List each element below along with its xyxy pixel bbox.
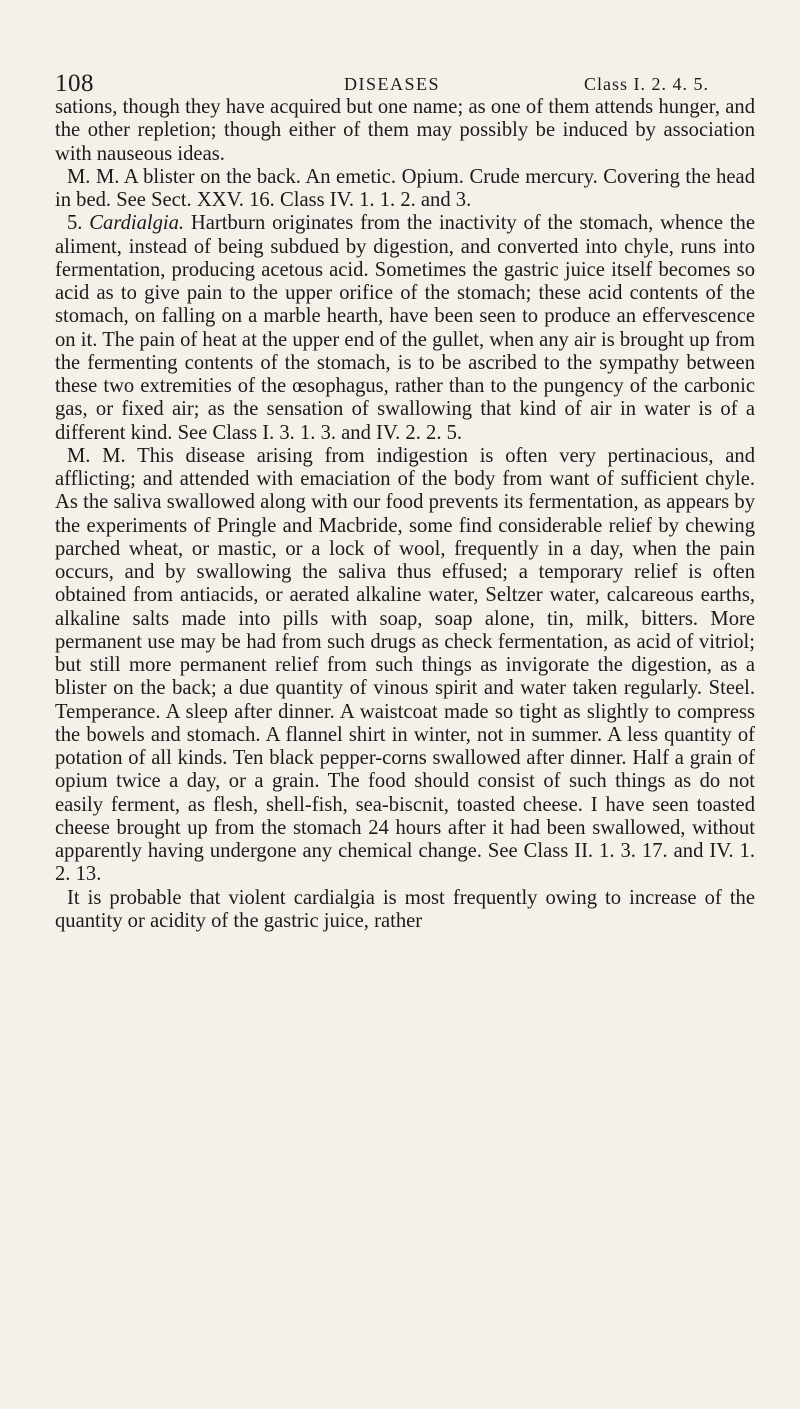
paragraph-mm-remedies: M. M. A blister on the back. An emetic. Opium. Crude mercury. Covering the head in bed. See Sect. XXV. 16. Class IV. 1. 1. 2. and 3. bbox=[55, 165, 755, 211]
running-title: DISEASES bbox=[344, 74, 441, 94]
paragraph-mm-cardialgia: M. M. This disease arising from indigestion is often very pertinacious, and afflicting; and attended with emaciation of the body from want of sufficient chyle. As the saliva swallowed along with our food prevents its fermentation, as appears by the experiments of Pringle and Macbride, some find considerable relief by chewing parched wheat, or mastic, or a lock of wool, frequently in a day, when the pain occurs, and by swallowing the saliva thus effused; a temporary relief is often obtained from antiacids, or aerated alkaline water, Seltzer water, calcareous earths, alkaline salts made into pills with soap, soap alone, tin, milk, bitters. More permanent use may be had from such drugs as check fermentation, as acid of vitriol; but still more permanent relief from such things as invigorate the digestion, as a blister on the back; a due quantity of vinous spirit and water taken regularly. Steel. Temperance. A sleep after dinner. A waistcoat made so tight as slightly to compress the bowels and stomach. A flannel shirt in winter, not in summer. A less quantity of potation of all kinds. Ten black pepper-corns swallowed after dinner. Half a grain of opium twice a day, or a grain. The food should consist of such things as do not easily ferment, as flesh, shell-fish, sea-biscnit, toasted cheese. I have seen toasted cheese brought up from the stomach 24 hours after it had been swallowed, without apparently having undergone any chemical change. See Class II. 1. 3. 17. and IV. 1. 2. 13. bbox=[55, 444, 755, 886]
body-text bbox=[55, 96, 755, 933]
page-number: 108 bbox=[55, 70, 94, 97]
paragraph-continuation: sations, though they have acquired but one name; as one of them attends hunger, and the other repletion; though either of them may possibly be induced by association with nauseous ideas. bbox=[55, 96, 755, 165]
paragraph-closing: It is probable that violent cardialgia is most frequently owing to increase of the quantity or acidity of the gastric juice, rather bbox=[55, 886, 755, 932]
section-term: Cardialgia. bbox=[89, 212, 185, 235]
paragraph-cardialgia bbox=[55, 212, 755, 445]
class-reference: Class I. 2. 4. 5. bbox=[584, 74, 709, 94]
section-text: Hartburn originates from the inactivity of the stomach, whence the aliment, instead of being subdued by digestion, and converted into chyle, runs into fermentation, producing acetous acid. Sometimes the gastric juice itself becomes so acid as to give pain to the upper orifice of the stomach; these acid contents of the stomach, on falling on a marble hearth, have been seen to produce an effervescence on it. The pain of heat at the upper end of the gullet, when any air is brought up from the fermenting contents of the stomach, is to be ascribed to the sympathy between these two extremities of the œsophagus, rather than to the pungency of the carbonic gas, or fixed air; as the sensation of swallowing that kind of air in water is of a different kind. See Class I. 3. 1. 3. and IV. 2. 2. 5. bbox=[55, 212, 755, 444]
running-head bbox=[48, 62, 748, 98]
section-number: 5. bbox=[67, 212, 83, 235]
